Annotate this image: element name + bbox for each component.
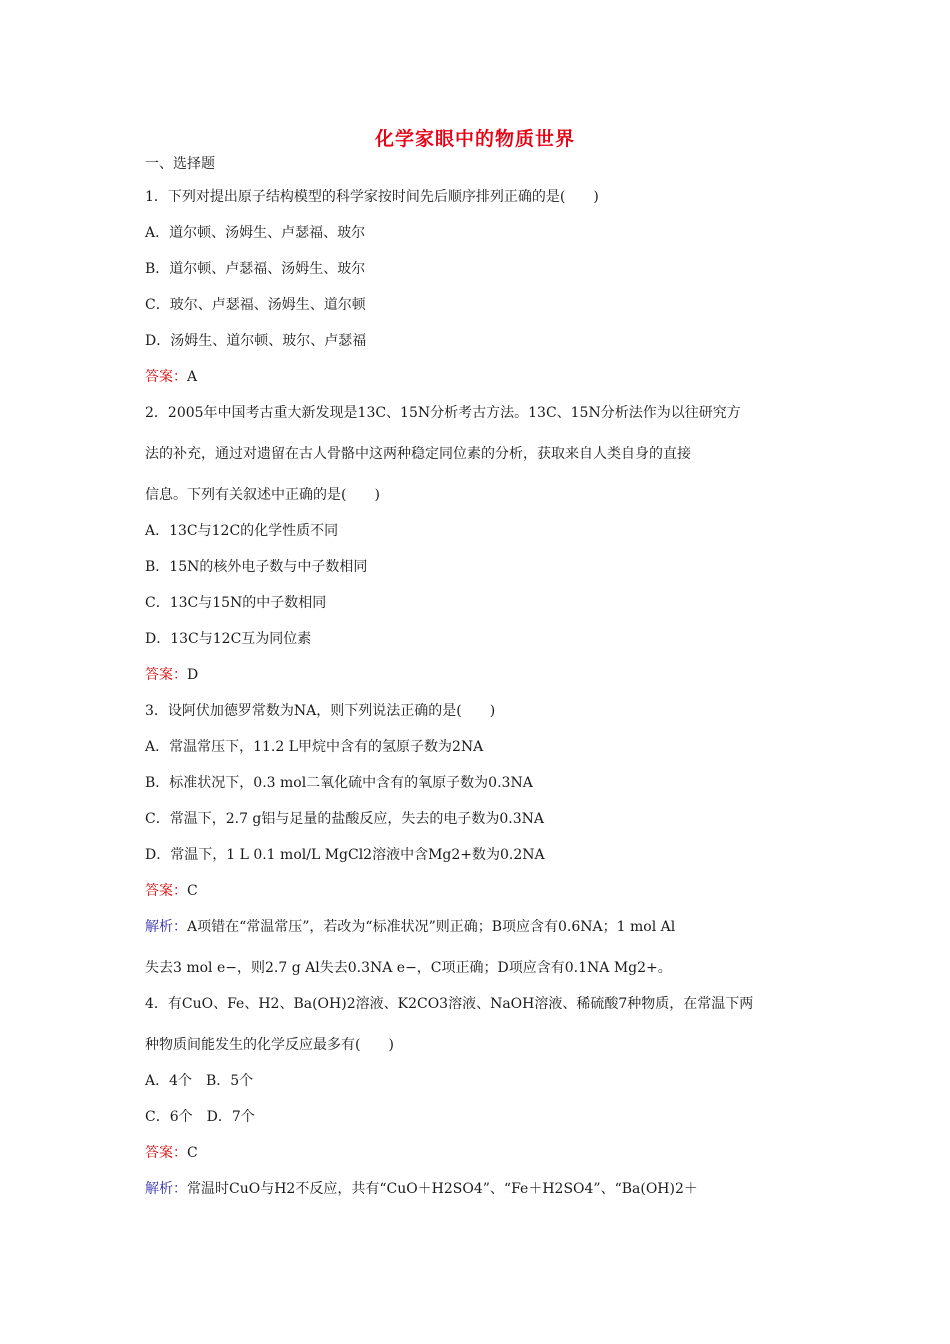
q1-option-b: B．道尔顿、卢瑟福、汤姆生、玻尔 xyxy=(145,261,366,277)
q2-option-b: B．15N的核外电子数与中子数相同 xyxy=(145,559,368,575)
q1-stem: 1．下列对提出原子结构模型的科学家按时间先后顺序排列正确的是( ) xyxy=(145,189,599,205)
analysis-text: 常温时CuO与H2不反应，共有“CuO＋H2SO4”、“Fe＋H2SO4”、“Ba(OH)2＋ xyxy=(187,1181,698,1197)
answer-value: A xyxy=(187,369,198,385)
answer-value: C xyxy=(187,883,198,899)
q1-option-c: C．玻尔、卢瑟福、汤姆生、道尔顿 xyxy=(145,297,366,313)
answer-value: C xyxy=(187,1145,198,1161)
q1-option-d: D．汤姆生、道尔顿、玻尔、卢瑟福 xyxy=(145,333,367,349)
analysis-label: 解析： xyxy=(145,919,187,935)
q3-analysis-line-1 xyxy=(145,917,675,937)
answer-label: 答案： xyxy=(145,1145,187,1161)
q4-stem-line-1: 4．有CuO、Fe、H2、Ba(OH)2溶液、K2CO3溶液、NaOH溶液、稀硫酸7种物质，在常温下两 xyxy=(145,996,754,1012)
answer-label: 答案： xyxy=(145,667,187,683)
q4-options-row-1: A．4个 B．5个 xyxy=(145,1073,254,1089)
q2-stem-line-1: 2．2005年中国考古重大新发现是13C、15N分析考古方法。13C、15N分析法作为以往研究方 xyxy=(145,405,741,421)
q4-stem-line-2: 种物质间能发生的化学反应最多有( ) xyxy=(145,1037,394,1053)
answer-value: D xyxy=(187,667,199,683)
q2-option-a: A．13C与12C的化学性质不同 xyxy=(145,523,339,539)
q1-answer xyxy=(145,367,197,387)
q3-analysis-line-2: 失去3 mol e−，则2.7 g Al失去0.3NA e−，C项正确；D项应含有0.1NA Mg2+。 xyxy=(145,960,672,976)
q4-answer xyxy=(145,1143,198,1163)
analysis-text: A项错在“常温常压”，若改为“标准状况”则正确；B项应含有0.6NA；1 mol Al xyxy=(187,919,676,935)
q3-option-b: B．标准状况下，0.3 mol二氧化硫中含有的氧原子数为0.3NA xyxy=(145,775,533,791)
section-heading: 一、选择题 xyxy=(145,156,215,172)
q3-option-a: A．常温常压下，11.2 L甲烷中含有的氢原子数为2NA xyxy=(145,739,484,755)
q3-answer xyxy=(145,881,198,901)
answer-label: 答案： xyxy=(145,369,187,385)
q3-option-c: C．常温下，2.7 g铝与足量的盐酸反应，失去的电子数为0.3NA xyxy=(145,811,545,827)
q2-stem-line-2: 法的补充，通过对遗留在古人骨骼中这两种稳定同位素的分析，获取来自人类自身的直接 xyxy=(145,446,691,462)
q4-options-row-2: C．6个 D．7个 xyxy=(145,1109,255,1125)
q2-stem-line-3: 信息。下列有关叙述中正确的是( ) xyxy=(145,487,380,503)
q2-answer xyxy=(145,665,198,685)
q1-option-a: A．道尔顿、汤姆生、卢瑟福、玻尔 xyxy=(145,225,366,241)
answer-label: 答案： xyxy=(145,883,187,899)
q3-stem: 3．设阿伏加德罗常数为NA，则下列说法正确的是( ) xyxy=(145,703,496,719)
analysis-label: 解析： xyxy=(145,1181,187,1197)
q3-option-d: D．常温下，1 L 0.1 mol/L MgCl2溶液中含Mg2+数为0.2NA xyxy=(145,847,545,863)
q2-option-d: D．13C与12C互为同位素 xyxy=(145,631,312,647)
q4-analysis-line-1 xyxy=(145,1179,698,1199)
q2-option-c: C．13C与15N的中子数相同 xyxy=(145,595,327,611)
document-title: 化学家眼中的物质世界 xyxy=(374,128,575,150)
